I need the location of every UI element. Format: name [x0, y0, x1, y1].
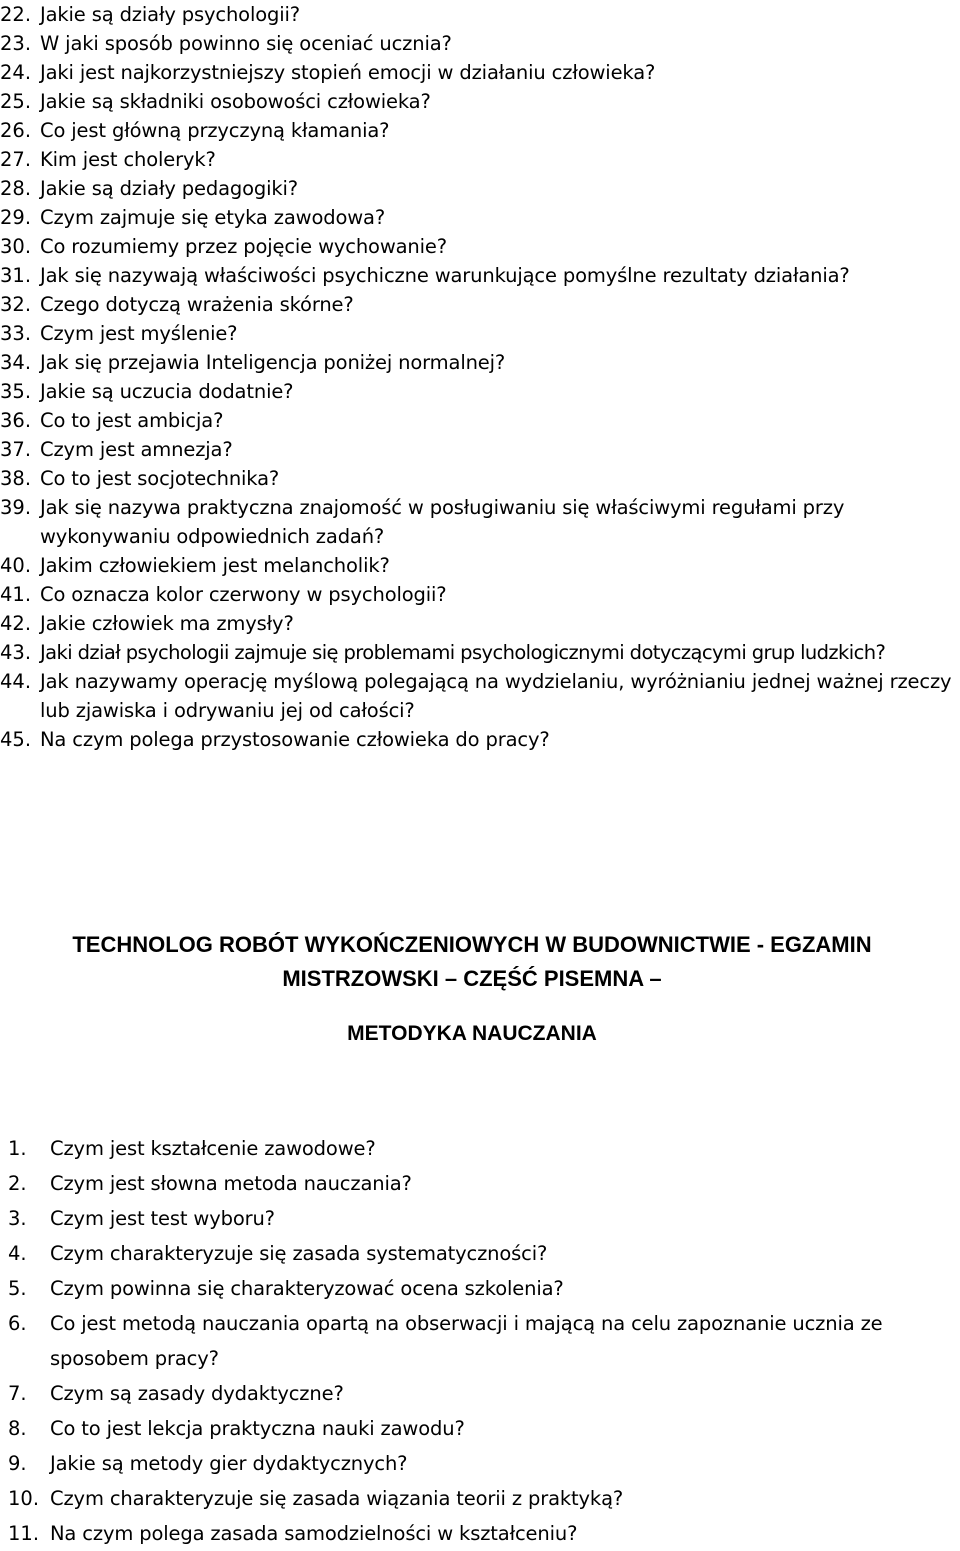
item-number: 28.	[0, 177, 32, 200]
item-number: 43.	[0, 641, 32, 664]
item-text: Co oznacza kolor czerwony w psychologii?	[40, 583, 447, 606]
item-text: Jakie są uczucia dodatnie?	[40, 380, 294, 403]
item-text: Czym zajmuje się etyka zawodowa?	[40, 206, 386, 229]
list-item	[0, 145, 960, 174]
list-item	[0, 1166, 960, 1201]
list-item	[0, 377, 960, 406]
list-item	[0, 29, 960, 58]
item-number: 25.	[0, 90, 32, 113]
list-item	[0, 435, 960, 464]
item-number: 4.	[8, 1242, 27, 1265]
item-text: Jak się nazywa praktyczna znajomość w posługiwaniu się właściwymi regułami przy wykonywaniu odpowiednich zadań?	[40, 496, 845, 548]
item-number: 9.	[8, 1452, 27, 1475]
list-item	[0, 1271, 960, 1306]
list-item	[0, 174, 960, 203]
item-text: Czego dotyczą wrażenia skórne?	[40, 293, 354, 316]
item-text: Jaki dział psychologii zajmuje się problemami psychologicznymi dotyczącymi grup ludzkich?	[40, 641, 886, 664]
item-text: W jaki sposób powinno się oceniać ucznia?	[40, 32, 452, 55]
item-number: 40.	[0, 554, 32, 577]
list-item	[0, 232, 960, 261]
exam-heading-line-2: MISTRZOWSKI – CZĘŚĆ PISEMNA –	[282, 966, 662, 991]
list-item	[0, 1131, 960, 1166]
question-list-methodology	[0, 1131, 960, 1551]
list-item	[0, 1446, 960, 1481]
item-number: 39.	[0, 496, 32, 519]
item-number: 29.	[0, 206, 32, 229]
item-number: 32.	[0, 293, 32, 316]
list-item	[0, 87, 960, 116]
item-number: 11.	[8, 1522, 40, 1545]
item-text: Czym jest słowna metoda nauczania?	[50, 1172, 412, 1195]
item-number: 23.	[0, 32, 32, 55]
item-number: 24.	[0, 61, 32, 84]
item-text: Jakim człowiekiem jest melancholik?	[40, 554, 390, 577]
item-text: Co jest główną przyczyną kłamania?	[40, 119, 390, 142]
item-number: 22.	[0, 3, 32, 26]
item-text: Czym jest kształcenie zawodowe?	[50, 1137, 376, 1160]
item-text: Co to jest socjotechnika?	[40, 467, 280, 490]
item-text: Czym jest amnezja?	[40, 438, 233, 461]
item-number: 34.	[0, 351, 32, 374]
list-item	[0, 348, 960, 377]
item-text: Czym jest myślenie?	[40, 322, 238, 345]
list-item	[0, 551, 960, 580]
item-number: 26.	[0, 119, 32, 142]
list-item	[0, 261, 960, 290]
item-number: 31.	[0, 264, 32, 287]
item-text: Jak nazywamy operację myślową polegającą na wydzielaniu, wyróżnianiu jednej ważnej rzeczy lub zjawiska i odrywaniu jej od całości?	[40, 670, 952, 722]
list-item	[0, 1306, 960, 1376]
item-number: 6.	[8, 1312, 27, 1335]
item-text: Jakie są działy psychologii?	[40, 3, 300, 26]
item-number: 30.	[0, 235, 32, 258]
item-text: Jak się nazywają właściwości psychiczne warunkujące pomyślne rezultaty działania?	[40, 264, 850, 287]
item-text: Czym charakteryzuje się zasada systematyczności?	[50, 1242, 548, 1265]
list-item	[0, 1411, 960, 1446]
item-text: Czym charakteryzuje się zasada wiązania teorii z praktyką?	[50, 1487, 624, 1510]
list-item	[0, 1376, 960, 1411]
item-number: 36.	[0, 409, 32, 432]
list-item	[0, 667, 960, 725]
list-item	[0, 580, 960, 609]
list-item	[0, 58, 960, 87]
question-list-psychology	[0, 0, 960, 754]
item-text: Czym powinna się charakteryzować ocena szkolenia?	[50, 1277, 564, 1300]
item-number: 7.	[8, 1382, 27, 1405]
item-number: 10.	[8, 1487, 40, 1510]
item-number: 5.	[8, 1277, 27, 1300]
section-title: METODYKA NAUCZANIA	[347, 1022, 597, 1045]
item-number: 8.	[8, 1417, 27, 1440]
item-text: Co to jest lekcja praktyczna nauki zawodu?	[50, 1417, 465, 1440]
item-text: Jaki jest najkorzystniejszy stopień emocji w działaniu człowieka?	[40, 61, 656, 84]
list-item	[0, 1481, 960, 1516]
item-text: Jakie są metody gier dydaktycznych?	[50, 1452, 408, 1475]
list-item	[0, 493, 960, 551]
item-text: Jakie są działy pedagogiki?	[40, 177, 298, 200]
list-item	[0, 1236, 960, 1271]
list-item	[0, 319, 960, 348]
item-text: Czym są zasady dydaktyczne?	[50, 1382, 344, 1405]
list-item	[0, 0, 960, 29]
item-number: 44.	[0, 670, 32, 693]
list-item	[0, 464, 960, 493]
exam-heading-line-1: TECHNOLOG ROBÓT WYKOŃCZENIOWYCH W BUDOWNICTWIE - EGZAMIN	[72, 932, 872, 957]
item-number: 42.	[0, 612, 32, 635]
list-item	[0, 725, 960, 754]
list-item	[0, 638, 960, 667]
item-number: 2.	[8, 1172, 27, 1195]
item-number: 27.	[0, 148, 32, 171]
item-text: Co to jest ambicja?	[40, 409, 224, 432]
item-text: Na czym polega przystosowanie człowieka do pracy?	[40, 728, 550, 751]
item-number: 37.	[0, 438, 32, 461]
list-item	[0, 203, 960, 232]
item-number: 1.	[8, 1137, 27, 1160]
list-item	[0, 290, 960, 319]
item-text: Kim jest choleryk?	[40, 148, 216, 171]
item-number: 33.	[0, 322, 32, 345]
item-number: 3.	[8, 1207, 27, 1230]
item-text: Jakie są składniki osobowości człowieka?	[40, 90, 431, 113]
item-number: 41.	[0, 583, 32, 606]
item-number: 45.	[0, 728, 32, 751]
item-text: Czym jest test wyboru?	[50, 1207, 275, 1230]
list-item	[0, 406, 960, 435]
item-text: Co jest metodą nauczania opartą na obserwacji i mającą na celu zapoznanie ucznia ze sposobem pracy?	[50, 1312, 883, 1370]
item-text: Jakie człowiek ma zmysły?	[40, 612, 294, 635]
item-number: 38.	[0, 467, 32, 490]
item-text: Na czym polega zasada samodzielności w kształceniu?	[50, 1522, 578, 1545]
list-item	[0, 116, 960, 145]
list-item	[0, 1201, 960, 1236]
item-text: Co rozumiemy przez pojęcie wychowanie?	[40, 235, 447, 258]
item-number: 35.	[0, 380, 32, 403]
item-text: Jak się przejawia Inteligencja poniżej normalnej?	[40, 351, 506, 374]
list-item	[0, 609, 960, 638]
